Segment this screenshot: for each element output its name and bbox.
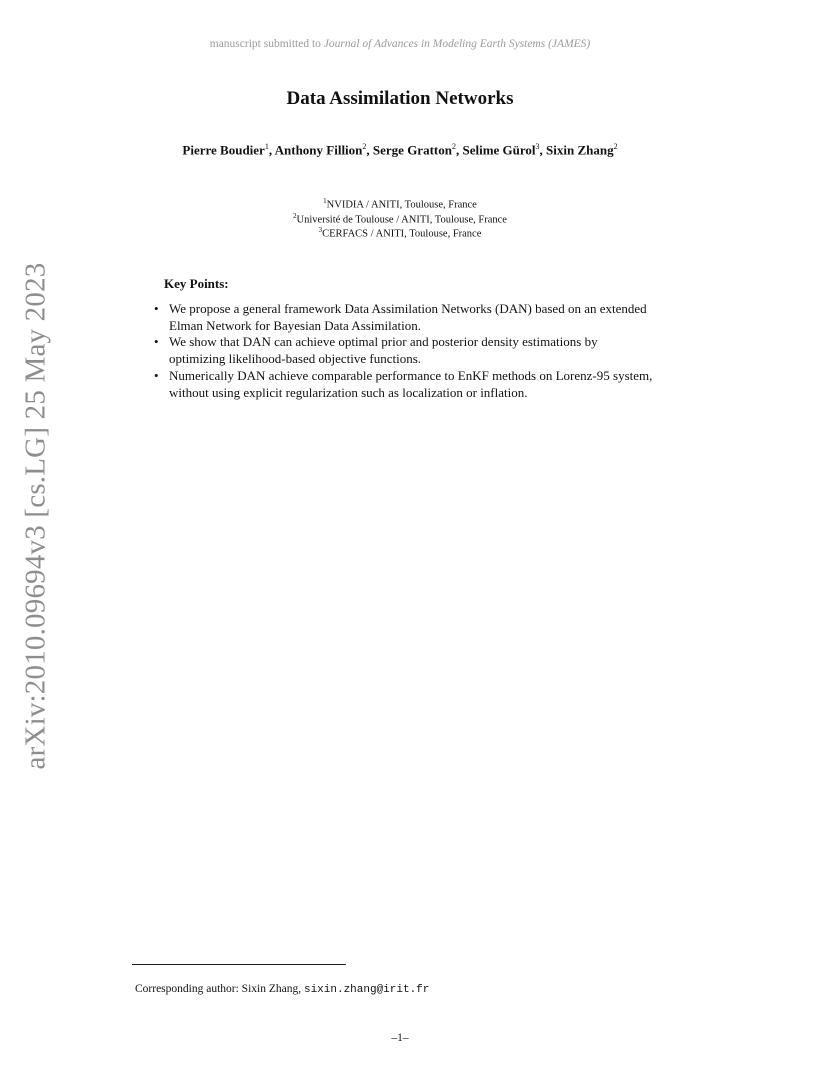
- corresponding-author-note: [135, 983, 429, 996]
- affiliation-number: 2: [293, 211, 297, 220]
- page-number: –1–: [391, 1032, 409, 1044]
- author-affiliation-mark: 2: [613, 142, 618, 151]
- author-name: Sixin Zhang: [546, 142, 614, 158]
- affiliation-text: NVIDIA / ANITI, Toulouse, France: [326, 199, 477, 211]
- key-point-item: [154, 334, 654, 367]
- affiliation-line: [0, 211, 800, 226]
- affiliation-text: Université de Toulouse / ANITI, Toulouse, France: [296, 214, 507, 225]
- affiliation-text: CERFACS / ANITI, Toulouse, France: [322, 228, 482, 240]
- key-points-heading: Key Points:: [164, 276, 229, 291]
- author-email-link[interactable]: sixin.zhang@irit.fr: [303, 984, 430, 996]
- affiliation-number: 1: [323, 197, 327, 205]
- footnote-divider: [132, 964, 346, 965]
- affiliation-line: [0, 225, 800, 240]
- author-affiliation-mark: 2: [362, 142, 367, 151]
- manuscript-header: [0, 38, 800, 50]
- journal-name: Journal of Advances in Modeling Earth Systems (JAMES): [323, 38, 591, 50]
- author-name: Serge Gratton: [372, 142, 452, 158]
- affiliation-list: [0, 196, 800, 240]
- bullet-icon: •: [154, 367, 159, 383]
- key-point-text: We show that DAN can achieve optimal prior and posterior density estimations by optimizing likelihood-based objective functions.: [169, 334, 598, 367]
- footnote-label: Corresponding author: Sixin Zhang,: [135, 983, 302, 995]
- author-name: Anthony Fillion: [274, 142, 363, 158]
- key-point-text: Numerically DAN achieve comparable performance to EnKF methods on Lorenz-95 system, without using explicit regularization such as localization or inflation.: [169, 367, 653, 400]
- header-prefix: manuscript submitted to: [209, 38, 321, 50]
- affiliation-number: 3: [318, 226, 323, 234]
- arxiv-identifier: arXiv:2010.09694v3 [cs.LG] 25 May 2023: [19, 262, 52, 770]
- author-affiliation-mark: 2: [451, 142, 456, 151]
- key-points-list: [154, 301, 654, 401]
- key-point-item: [154, 301, 654, 334]
- author-name: Selime Gürol: [462, 142, 536, 158]
- author-name: Pierre Boudier: [182, 142, 265, 158]
- paper-title: Data Assimilation Networks: [286, 88, 514, 109]
- key-point-item: [154, 368, 654, 401]
- bullet-icon: •: [154, 334, 159, 350]
- affiliation-line: [0, 196, 800, 211]
- author-affiliation-mark: 3: [535, 142, 540, 151]
- author-affiliation-mark: 1: [264, 142, 269, 151]
- bullet-icon: •: [154, 301, 159, 316]
- key-point-text: We propose a general framework Data Assimilation Networks (DAN) based on an extended Elman Network for Bayesian Data Assimilation.: [169, 301, 647, 333]
- author-list: Pierre Boudier$^1$, Anthony Fillion$^2$, Serge Gratton$^2$, Selime Gürol$^3$, Sixin Zhang$^2$: [182, 142, 618, 158]
